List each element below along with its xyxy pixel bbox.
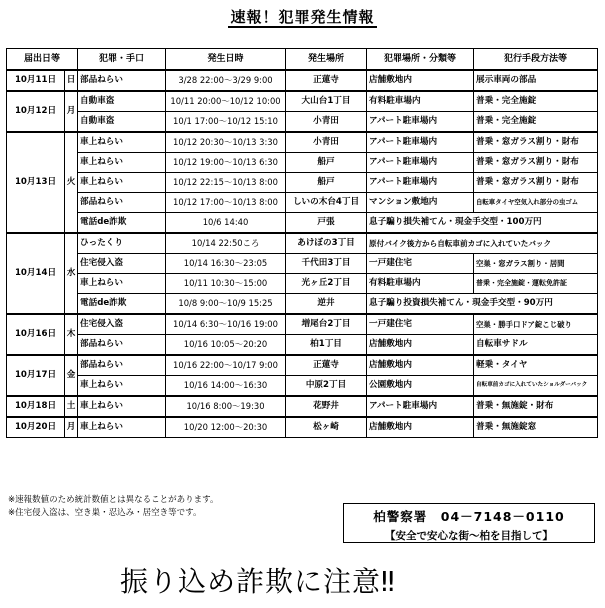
crime-type: 車上ねらい (78, 153, 166, 173)
location-class: 公園敷地内 (367, 376, 474, 397)
occurrence-time: 10/14 16:30～23:05 (166, 254, 286, 274)
day-of-week: 金 (65, 355, 78, 396)
table-row (7, 396, 598, 417)
crime-type: 車上ねらい (78, 396, 166, 417)
location-class: 店舗敷地内 (367, 335, 474, 356)
fraud-warning-headline: 振り込め詐欺に注意‼ (120, 565, 396, 598)
occurrence-place: 中原2丁目 (286, 376, 367, 397)
table-row (7, 274, 598, 294)
method: 普乗・無施錠・財布 (474, 396, 598, 417)
occurrence-place: 船戸 (286, 153, 367, 173)
crime-type: 車上ねらい (78, 417, 166, 438)
day-of-week: 火 (65, 132, 78, 233)
location-class: マンション敷地内 (367, 193, 474, 213)
table-row (7, 112, 598, 133)
header-crime-type: 犯罪・手口 (78, 49, 166, 71)
report-date: 10月18日 (7, 396, 65, 417)
report-date: 10月14日 (7, 233, 65, 314)
table-row (7, 376, 598, 397)
occurrence-time: 10/6 14:40 (166, 213, 286, 234)
occurrence-place: 小青田 (286, 132, 367, 153)
day-of-week: 木 (65, 314, 78, 355)
occurrence-time: 10/11 20:00～10/12 10:00 (166, 91, 286, 112)
occurrence-time: 10/16 8:00～19:30 (166, 396, 286, 417)
occurrence-place: 正蓮寺 (286, 70, 367, 91)
location-class: アパート駐車場内 (367, 112, 474, 133)
occurrence-place: 戸張 (286, 213, 367, 234)
crime-table (6, 48, 598, 438)
crime-type: 部品ねらい (78, 335, 166, 356)
day-of-week: 日 (65, 70, 78, 91)
report-date: 10月12日 (7, 91, 65, 132)
occurrence-place: 大山台1丁目 (286, 91, 367, 112)
report-date: 10月13日 (7, 132, 65, 233)
location-class: 店舗敷地内 (367, 355, 474, 376)
table-row (7, 70, 598, 91)
occurrence-time: 10/11 10:30～15:00 (166, 274, 286, 294)
crime-type: 自動車盗 (78, 112, 166, 133)
day-of-week: 水 (65, 233, 78, 314)
occurrence-time: 10/14 22:50ころ (166, 233, 286, 254)
method: 普乗・完全施錠 (474, 91, 598, 112)
location-class: 息子騙り投資損失補てん・現金手交型・90万円 (367, 294, 598, 315)
method: 空巣・窓ガラス割り・居間 (474, 254, 598, 274)
table-header-row (7, 49, 598, 71)
method: 自転車タイヤ空気入れ部分の虫ゴム (474, 193, 598, 213)
report-date: 10月16日 (7, 314, 65, 355)
location-class: 有料駐車場内 (367, 274, 474, 294)
table-row (7, 213, 598, 234)
crime-type: 住宅侵入盗 (78, 314, 166, 335)
occurrence-time: 10/1 17:00～10/12 15:10 (166, 112, 286, 133)
occurrence-place: 松ヶ崎 (286, 417, 367, 438)
crime-type: 住宅侵入盗 (78, 254, 166, 274)
footnotes (8, 494, 218, 520)
occurrence-time: 10/16 10:05～20:20 (166, 335, 286, 356)
table-row (7, 314, 598, 335)
crime-type: 部品ねらい (78, 193, 166, 213)
occurrence-time: 10/12 19:00～10/13 6:30 (166, 153, 286, 173)
occurrence-time: 10/16 22:00～10/17 9:00 (166, 355, 286, 376)
table-row (7, 173, 598, 193)
table-row (7, 355, 598, 376)
footnote: ※住宅侵入盗は、空き巣・忍込み・居空き等です。 (8, 508, 202, 518)
occurrence-place: 船戸 (286, 173, 367, 193)
header-method: 犯行手段方法等 (474, 49, 598, 71)
location-class: 原付バイク後方から自転車前カゴに入れていたバック (367, 233, 598, 254)
occurrence-time: 10/14 6:30～10/16 19:00 (166, 314, 286, 335)
method: 普乗・完全施錠・運転免許証 (474, 274, 598, 294)
occurrence-time: 10/16 14:00～16:30 (166, 376, 286, 397)
table-row (7, 417, 598, 438)
table-row (7, 153, 598, 173)
day-of-week: 土 (65, 396, 78, 417)
location-class: 店舗敷地内 (367, 417, 474, 438)
table-row (7, 335, 598, 356)
method: 普乗・窓ガラス割り・財布 (474, 132, 598, 153)
table-row (7, 254, 598, 274)
location-class: アパート駐車場内 (367, 396, 474, 417)
table-row (7, 132, 598, 153)
header-occurrence-place: 発生場所 (286, 49, 367, 71)
method: 軽乗・タイヤ (474, 355, 598, 376)
occurrence-time: 10/8 9:00～10/9 15:25 (166, 294, 286, 315)
crime-type: 自動車盗 (78, 91, 166, 112)
occurrence-place: 逆井 (286, 294, 367, 315)
occurrence-place: 光ヶ丘2丁目 (286, 274, 367, 294)
location-class: アパート駐車場内 (367, 153, 474, 173)
crime-type: 部品ねらい (78, 355, 166, 376)
occurrence-time: 3/28 22:00～3/29 9:00 (166, 70, 286, 91)
day-of-week: 月 (65, 91, 78, 132)
method: 普乗・窓ガラス割り・財布 (474, 153, 598, 173)
table-row (7, 294, 598, 315)
crime-type: 電話de詐欺 (78, 213, 166, 234)
occurrence-place: 千代田3丁目 (286, 254, 367, 274)
police-slogan: 【安全で安心な街～柏を目指して】 (385, 530, 553, 542)
crime-type: 車上ねらい (78, 173, 166, 193)
method: 自転車前カゴに入れていたショルダーバック (474, 376, 598, 397)
method: 展示車両の部品 (474, 70, 598, 91)
location-class: 一戸建住宅 (367, 314, 474, 335)
report-date: 10月17日 (7, 355, 65, 396)
page-title-text: 速報！犯罪発生情報 (230, 8, 375, 26)
occurrence-place: 正蓮寺 (286, 355, 367, 376)
header-report-date: 届出日等 (7, 49, 78, 71)
table-row (7, 91, 598, 112)
location-class: 有料駐車場内 (367, 91, 474, 112)
method: 普乗・完全施錠 (474, 112, 598, 133)
crime-type: 車上ねらい (78, 274, 166, 294)
crime-type: 車上ねらい (78, 376, 166, 397)
method: 普乗・窓ガラス割り・財布 (474, 173, 598, 193)
occurrence-time: 10/12 22:15～10/13 8:00 (166, 173, 286, 193)
table-row (7, 193, 598, 213)
location-class: 一戸建住宅 (367, 254, 474, 274)
occurrence-time: 10/20 12:00～20:30 (166, 417, 286, 438)
location-class: 店舗敷地内 (367, 70, 474, 91)
header-location-class: 犯罪場所・分類等 (367, 49, 474, 71)
footnote: ※速報数値のため統計数値とは異なることがあります。 (8, 495, 219, 505)
occurrence-place: 増尾台2丁目 (286, 314, 367, 335)
crime-type: 部品ねらい (78, 70, 166, 91)
report-date: 10月20日 (7, 417, 65, 438)
method: 自転車サドル (474, 335, 598, 356)
crime-type: 車上ねらい (78, 132, 166, 153)
occurrence-place: あけぼの3丁目 (286, 233, 367, 254)
location-class: アパート駐車場内 (367, 173, 474, 193)
police-contact-box (343, 503, 595, 543)
occurrence-place: 花野井 (286, 396, 367, 417)
report-date: 10月11日 (7, 70, 65, 91)
police-name-phone: 柏警察署 04－7148－0110 (373, 509, 565, 524)
day-of-week: 月 (65, 417, 78, 438)
method: 普乗・無施錠窓 (474, 417, 598, 438)
occurrence-place: 柏1丁目 (286, 335, 367, 356)
location-class: 息子騙り損失補てん・現金手交型・100万円 (367, 213, 598, 234)
crime-type: ひったくり (78, 233, 166, 254)
table-row (7, 233, 598, 254)
occurrence-place: しいの木台4丁目 (286, 193, 367, 213)
method: 空巣・勝手口ドア錠こじ破り (474, 314, 598, 335)
header-occurrence-time: 発生日時 (166, 49, 286, 71)
occurrence-time: 10/12 17:00～10/13 8:00 (166, 193, 286, 213)
location-class: アパート駐車場内 (367, 132, 474, 153)
occurrence-place: 小青田 (286, 112, 367, 133)
crime-type: 電話de詐欺 (78, 294, 166, 315)
page-title (0, 6, 605, 27)
occurrence-time: 10/12 20:30～10/13 3:30 (166, 132, 286, 153)
